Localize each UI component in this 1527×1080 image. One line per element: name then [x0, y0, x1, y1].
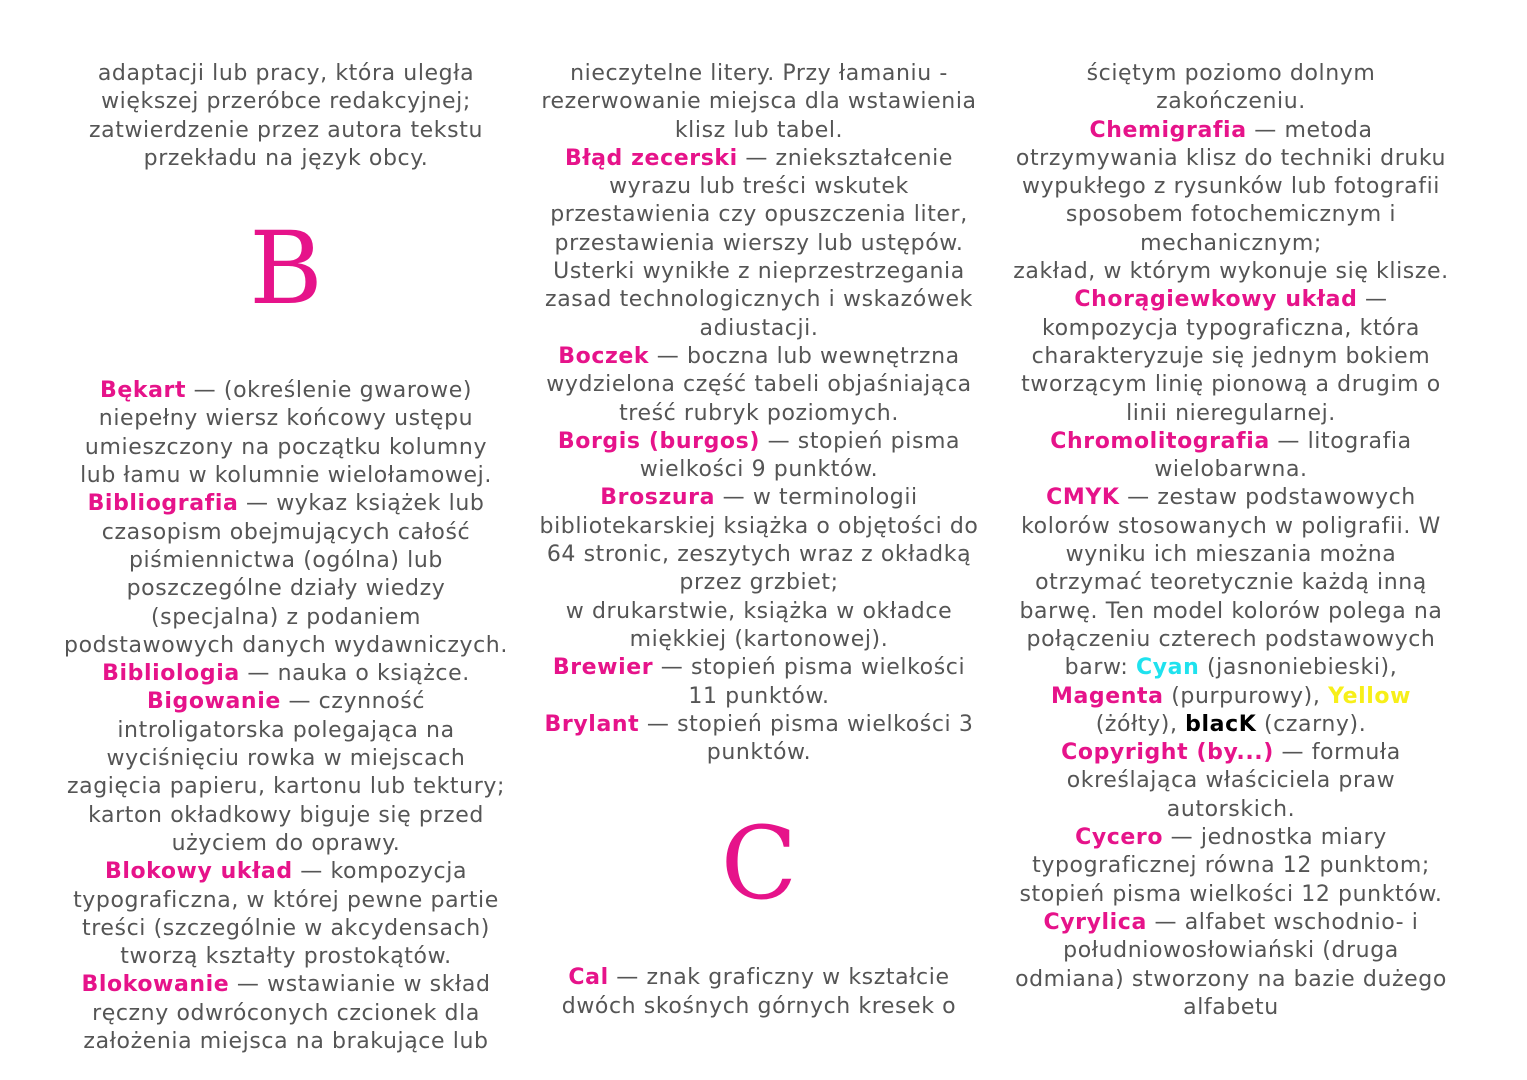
glossary-entry	[537, 711, 981, 768]
entry-definition: — w terminologii bibliotekarskiej książka o objętości do 64 stronic, zeszytych wraz z okładką przez grzbiet;	[539, 485, 979, 596]
color-magenta-desc: (purpurowy),	[1163, 683, 1329, 709]
entry-definition: — stopień pisma wielkości 11 punktów.	[653, 655, 966, 709]
color-magenta-label: Magenta	[1050, 683, 1164, 709]
glossary-entry	[1009, 739, 1453, 824]
glossary-entry	[537, 484, 981, 597]
entry-definition: — jednostka miary typograficznej równa 12 punktom;	[1032, 825, 1430, 879]
entry-definition: — kompozycja typograficzna, w której pewne partie treści (szczególnie w akcydensach) tworzą kształty prostokątów.	[73, 859, 499, 970]
entry-definition: — alfabet wschodnio- i południowosłowiański (druga odmiana) stworzony na bazie dużego alfabetu	[1015, 909, 1447, 1020]
color-black-desc: (czarny).	[1256, 711, 1367, 737]
entry-term: Borgis (burgos)	[557, 428, 760, 454]
entry-term: Błąd zecerski	[564, 145, 738, 171]
glossary-entry	[537, 654, 981, 711]
entry-definition: — (określenie gwarowe) niepełny wiersz końcowy ustępu umieszczony na początku kolumny lub łamu w kolumnie wielołamowej.	[80, 378, 492, 489]
glossary-entry-cmyk	[1009, 484, 1453, 739]
entry-term: Blokowy układ	[104, 859, 293, 885]
entry-term: Brewier	[552, 655, 654, 681]
glossary-entry	[537, 145, 981, 258]
entry-term: Brylant	[544, 711, 640, 737]
continued-text: ściętym poziomo dolnym zakończeniu.	[1086, 61, 1376, 115]
entry-term: Boczek	[558, 343, 650, 369]
entry-term: Blokowanie	[81, 972, 230, 998]
entry-definition: — nauka o książce.	[239, 661, 470, 687]
entry-definition: — zestaw podstawowych kolorów stosowanych w poligrafii. W wyniku ich mieszania można otrzymać teoretycznie każdą inną barwę. Ten model kolorów polega na połączeniu czterech podstawowych barw:	[1019, 485, 1443, 681]
entry-definition: — znak graficzny w kształcie dwóch skośnych górnych kresek o	[561, 965, 957, 1019]
continued-text: adaptacji lub pracy, która uległa większej przeróbce redakcyjnej; zatwierdzenie przez autora tekstu przekładu na język obcy.	[89, 61, 483, 171]
entry-term: Bigowanie	[146, 689, 281, 715]
entry-term: Broszura	[600, 485, 716, 511]
glossary-entry	[1009, 824, 1453, 881]
section-letter-c: C	[720, 805, 798, 923]
color-cyan-desc: (jasnoniebieski),	[1199, 655, 1398, 681]
glossary-entry	[64, 971, 508, 1056]
entry-definition: — wykaz książek lub czasopism obejmujących całość piśmiennictwa (ogólna) lub poszczególne działy wiedzy (specjalna) z podaniem podstawowych danych wydawniczych.	[64, 491, 508, 658]
entry-term: Bękart	[99, 378, 187, 404]
entry-definition: — boczna lub wewnętrzna wydzielona część tabeli objaśniająca treść rubryk poziomych.	[546, 343, 972, 426]
column-2	[537, 60, 981, 1021]
entry-definition: — metoda otrzymywania klisz do techniki druku wypukłego z rysunków lub fotografii sposobem fotochemicznym i mechanicznym;	[1015, 117, 1447, 256]
color-black-label: blacK	[1185, 711, 1257, 737]
entry-definition: zakład, w którym wykonuje się klisze.	[1013, 259, 1449, 285]
glossary-entry	[1009, 117, 1453, 258]
entry-term: Cycero	[1075, 825, 1164, 851]
entry-term: Chromolitografia	[1050, 428, 1270, 454]
entry-definition: — czynność introligatorska polegająca na wyciśnięciu rowka w miejscach zagięcia papieru, kartonu lub tektury; karton okładkowy biguje się przed użyciem do oprawy.	[67, 689, 505, 856]
entry-definition: — formuła określająca właściciela praw autorskich.	[1066, 740, 1401, 822]
color-cyan-label: Cyan	[1135, 655, 1200, 681]
entry-definition: — litografia wielobarwna.	[1154, 428, 1412, 483]
entry-term: Chemigrafia	[1089, 117, 1247, 143]
entry-definition: — zniekształcenie wyrazu lub treści wskutek przestawienia czy opuszczenia liter, przestawienia wierszy lub ustępów.	[550, 145, 968, 256]
glossary-entry	[537, 964, 981, 1021]
entry-term: Chorągiewkowy układ	[1074, 287, 1358, 313]
section-letter-b: B	[249, 210, 323, 328]
glossary-entry	[537, 343, 981, 428]
entry-term: Copyright (by...)	[1061, 740, 1274, 766]
continued-text: nieczytelne litery. Przy łamaniu - rezerwowanie miejsca dla wstawienia klisz lub tabel.	[541, 61, 977, 143]
color-yellow-label: Yellow	[1328, 683, 1412, 709]
entry-term: Bibliologia	[102, 661, 240, 687]
entry-definition: — wstawianie w skład ręczny odwróconych czcionek dla założenia miejsca na brakujące lub	[83, 972, 491, 1055]
glossary-entry	[64, 660, 508, 688]
glossary-entry	[1009, 909, 1453, 1022]
entry-definition: — kompozycja typograficzna, która charakteryzuje się jednym bokiem tworzącym linię pionową a drugim o linii nieregularnej.	[1021, 287, 1441, 426]
entry-definition: — stopień pisma wielkości 9 punktów.	[639, 428, 961, 483]
glossary-entry-continuation	[537, 258, 981, 343]
glossary-entry-continuation	[537, 598, 981, 655]
entry-term: Cyrylica	[1043, 909, 1147, 935]
entry-definition: — stopień pisma wielkości 3 punktów.	[639, 711, 974, 766]
glossary-entry	[64, 490, 508, 660]
column-3	[1009, 60, 1453, 1022]
glossary-entry	[1009, 428, 1453, 485]
entry-term: CMYK	[1046, 485, 1120, 511]
entry-definition: w drukarstwie, książka w okładce miękkiej (kartonowej).	[565, 598, 953, 652]
glossary-entry	[1009, 286, 1453, 427]
glossary-entry	[537, 428, 981, 485]
glossary-entry-continuation	[1009, 258, 1453, 286]
glossary-entry	[64, 688, 508, 858]
color-yellow-desc: (żółty),	[1095, 711, 1186, 737]
column-1	[64, 60, 508, 1056]
glossary-entry-continuation	[1009, 881, 1453, 909]
entry-term: Bibliografia	[87, 491, 239, 517]
glossary-entry	[64, 858, 508, 971]
entry-term: Cal	[568, 965, 609, 991]
entry-definition: stopień pisma wielkości 12 punktów.	[1019, 881, 1443, 907]
entry-definition: Usterki wynikłe z nieprzestrzegania zasad technologicznych i wskazówek adiustacji.	[545, 259, 973, 341]
glossary-entry	[64, 377, 508, 490]
